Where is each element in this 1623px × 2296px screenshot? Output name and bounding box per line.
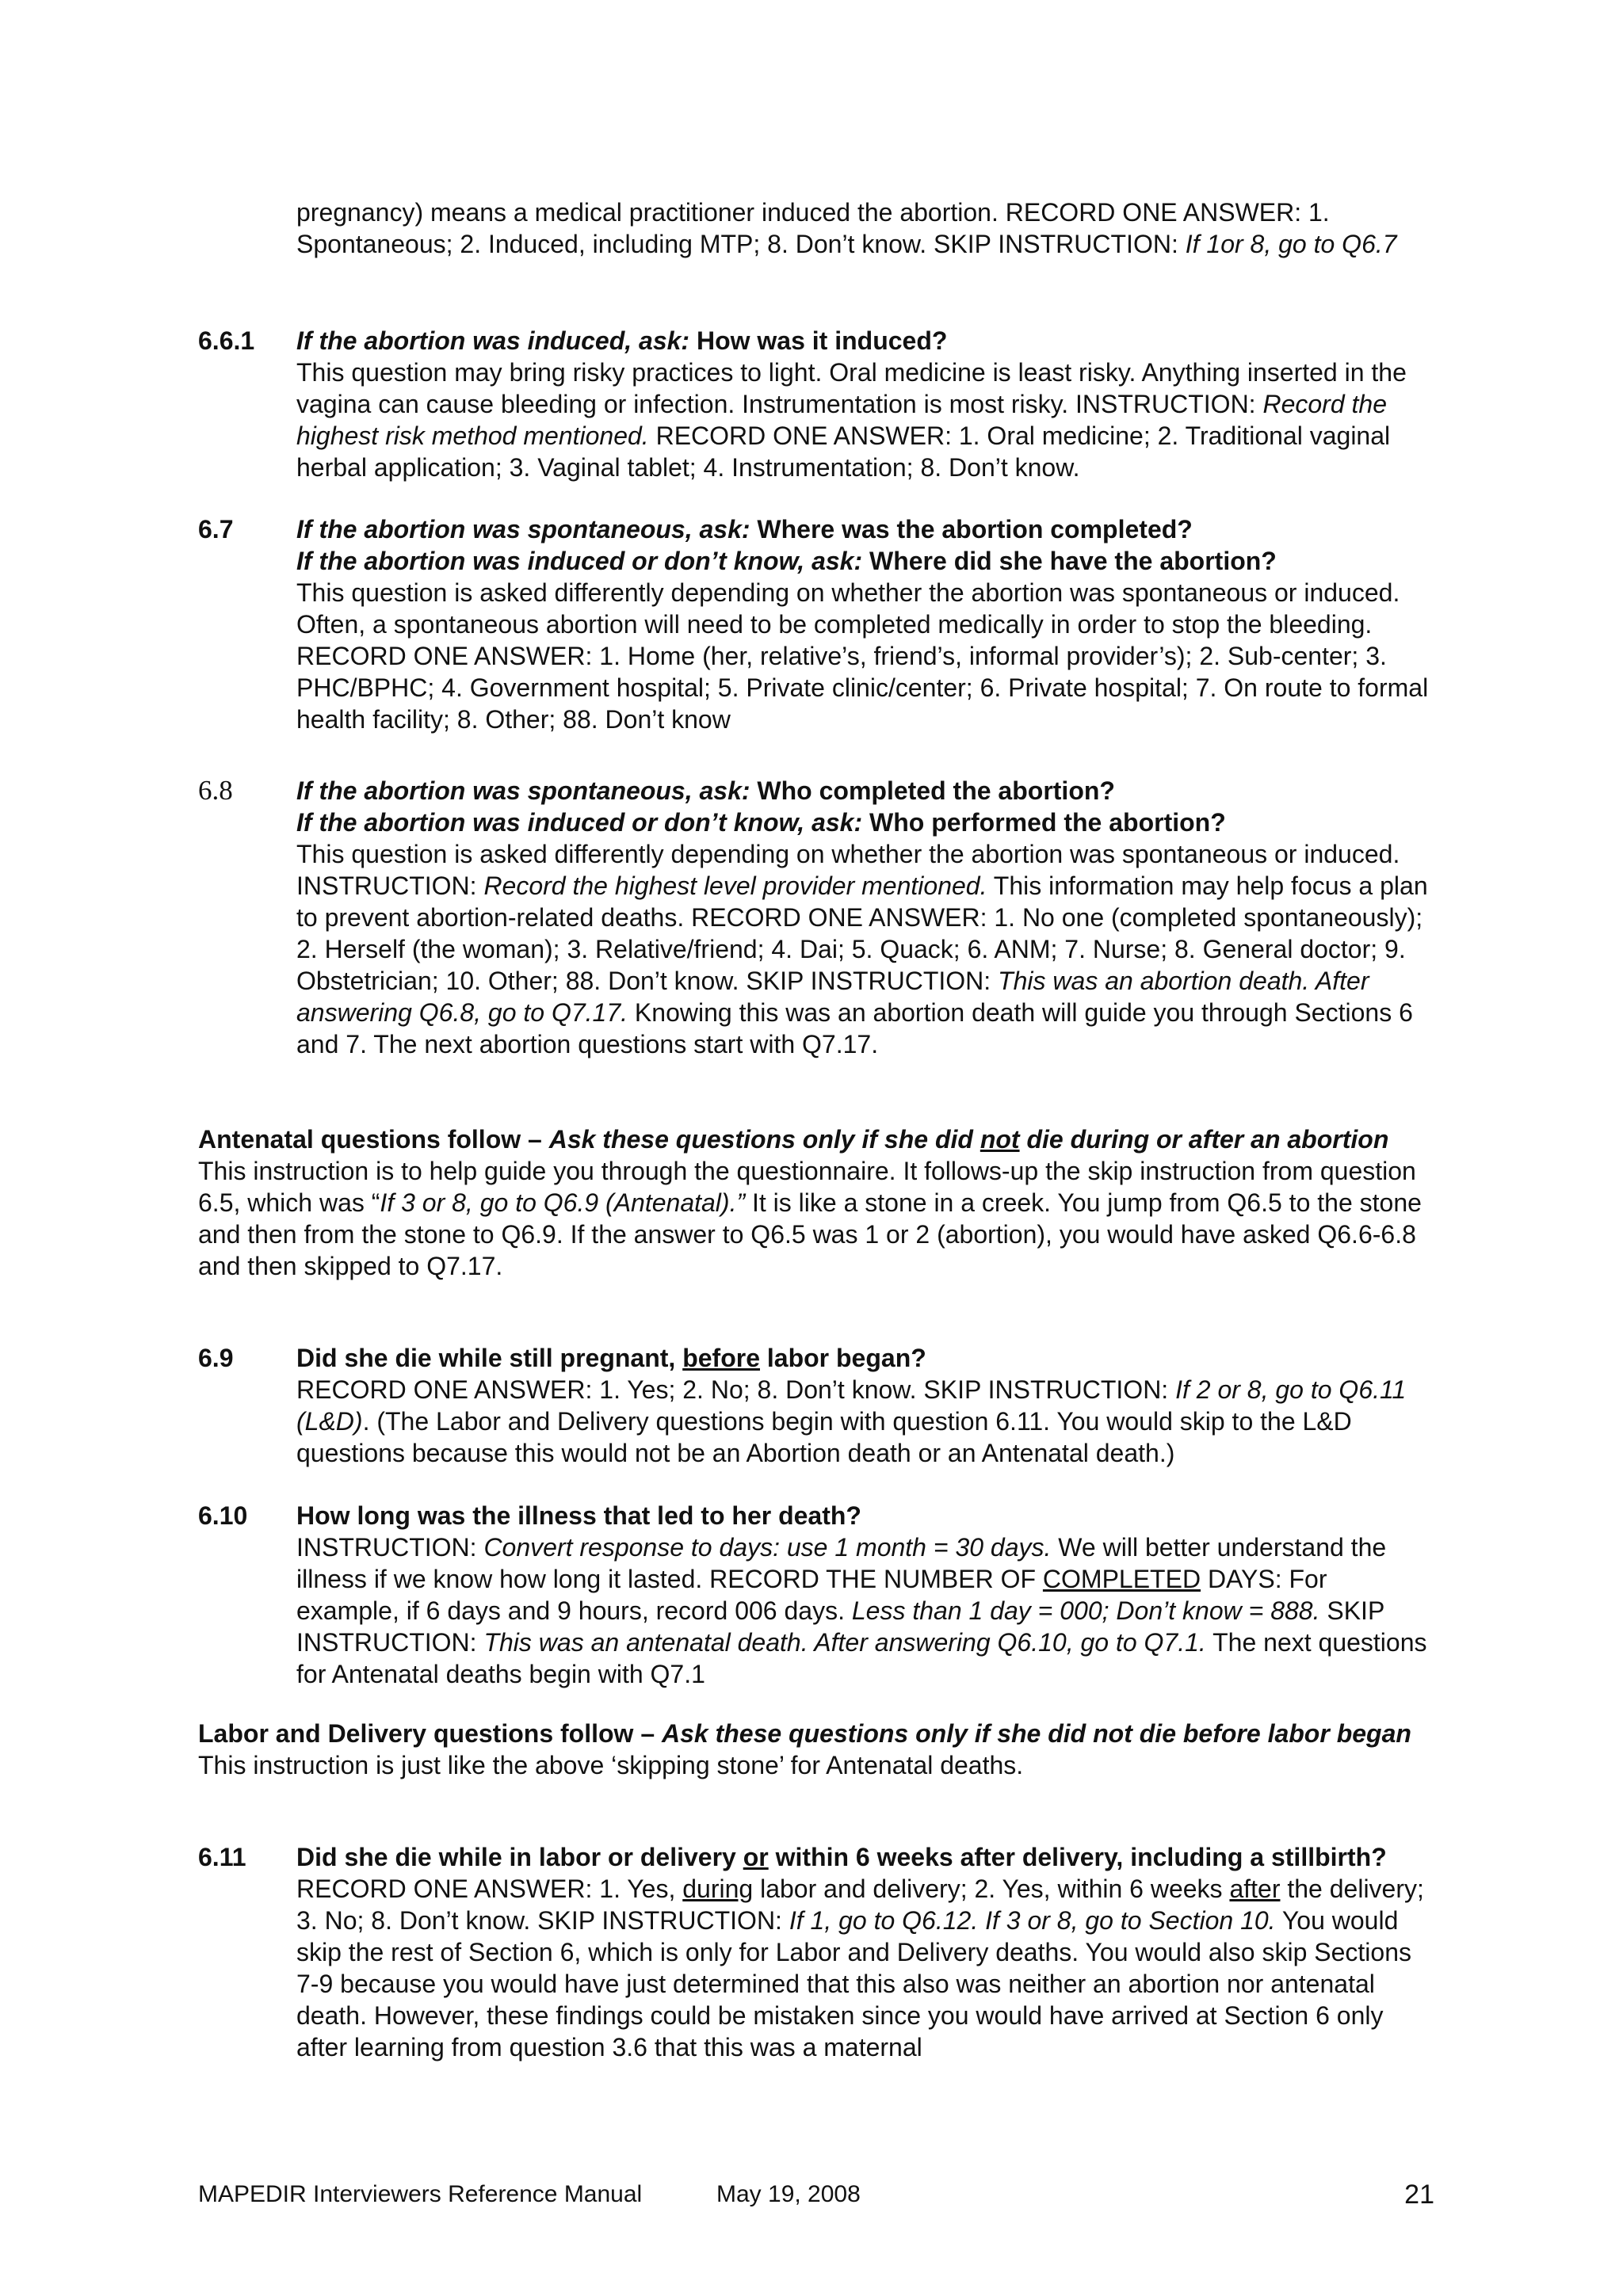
section-text: This instruction is to help guide you through the questionnaire. It follows-up the skip instruction from question 6.5, which was “ — [198, 1157, 1416, 1217]
question-condition: If the abortion was spontaneous, ask: — [296, 776, 750, 805]
question-text-alt: Where did she have the abortion? — [862, 547, 1277, 575]
question-number: 6.6.1 — [198, 326, 255, 355]
question-6-8 — [198, 775, 1434, 1060]
explanation-text: This question may bring risky practices to light. Oral medicine is least risky. Anything inserted in the vagina can cause bleeding or infection. Instrumentation is most risky. INSTRUCTION: — [296, 358, 1407, 418]
instruction-text: Convert response to days: use 1 month = 30 days. — [483, 1533, 1052, 1562]
question-body — [296, 1841, 1434, 2063]
question-condition: If the abortion was spontaneous, ask: — [296, 515, 750, 543]
intro-paragraph — [296, 196, 1430, 260]
coding-rule: Less than 1 day = 000; Don’t know = 888. — [851, 1596, 1320, 1625]
question-body — [296, 513, 1434, 735]
instruction-text: Record the highest risk method mentioned. — [296, 390, 1387, 450]
page-number: 21 — [1404, 2180, 1434, 2210]
skip-instruction: This was an antenatal death. After answering Q6.10, go to Q7.1. — [483, 1628, 1206, 1657]
question-body — [296, 1500, 1434, 1690]
emphasis-completed: COMPLETED — [1042, 1565, 1201, 1593]
question-condition-alt: If the abortion was induced or don’t know, ask: — [296, 547, 863, 575]
question-6-6-1 — [198, 325, 1434, 483]
example-text: DAYS: For example, if 6 days and 9 hours, record 006 days. — [296, 1565, 1327, 1625]
intro-skip-instruction: If 1or 8, go to Q6.7 — [1185, 230, 1397, 258]
section-text-2: It is like a stone in a creek. You jump from Q6.5 to the stone and then from the stone to Q6.9. If the answer to Q6.5 was 1 or 2 (abortion), you would have asked Q6.6-6.8 and then skipped to Q7.17. — [198, 1188, 1422, 1280]
question-number: 6.9 — [198, 1344, 234, 1372]
question-body — [296, 325, 1434, 483]
emphasis-or: or — [743, 1843, 769, 1871]
question-text: How long was the illness that led to her death? — [296, 1501, 861, 1530]
answer-options-3: the delivery; 3. No; 8. Don’t know. SKIP INSTRUCTION: — [296, 1875, 1424, 1935]
instruction-text: Record the highest level provider mentioned. — [483, 871, 987, 900]
question-number: 6.11 — [198, 1843, 246, 1871]
question-6-7 — [198, 513, 1434, 735]
question-6-10 — [198, 1500, 1434, 1690]
question-body — [296, 775, 1434, 1060]
question-text-alt: Who performed the abortion? — [862, 808, 1226, 837]
question-6-11 — [198, 1841, 1434, 2063]
footer-date: May 19, 2008 — [716, 2181, 861, 2207]
antenatal-section — [198, 1123, 1434, 1282]
question-number: 6.10 — [198, 1501, 248, 1530]
emphasis-after: after — [1229, 1875, 1281, 1903]
section-heading: Antenatal questions follow – — [198, 1125, 549, 1154]
answer-options: This information may help focus a plan to prevent abortion-related deaths. RECORD ONE ANSWER: 1. No one (completed spontaneously); 2. Herself (the woman); 3. Relative/friend; 4. Dai; 5. Quack; 6. ANM; 7. Nurse; 8. General doctor; 9. Obstetrician; 10. Other; 88. Don’t know. SKIP INSTRUCTION: — [296, 871, 1428, 995]
answer-options: RECORD ONE ANSWER: 1. Yes, — [296, 1875, 683, 1903]
section-heading-condition: Ask these questions only if she did not die before labor began — [662, 1719, 1411, 1748]
intro-text: pregnancy) means a medical practitioner induced the abortion. RECORD ONE ANSWER: 1. Spontaneous; 2. Induced, including MTP; 8. Don’t know. SKIP INSTRUCTION: — [296, 198, 1330, 258]
emphasis-during: during — [682, 1875, 754, 1903]
question-6-9 — [198, 1342, 1434, 1469]
question-text: Did she die while in labor or delivery — [296, 1843, 743, 1871]
section-text: This instruction is just like the above ‘skipping stone’ for Antenatal deaths. — [198, 1751, 1024, 1779]
question-body — [296, 1342, 1434, 1469]
question-number: 6.8 — [198, 775, 233, 806]
answer-options: RECORD ONE ANSWER: 1. Yes; 2. No; 8. Don’t know. SKIP INSTRUCTION: — [296, 1375, 1176, 1404]
question-text-end: labor began? — [759, 1344, 926, 1372]
question-condition-alt: If the abortion was induced or don’t know, ask: — [296, 808, 863, 837]
emphasis-not: not — [980, 1125, 1020, 1154]
explanation-text: You would skip the rest of Section 6, which is only for Labor and Delivery deaths. You would also skip Sections 7-9 because you would have just determined that this also was neither an abortion nor antenatal death. However, these findings could be mistaken since you would have arrived at Section 6 only after learning from question 3.6 that this was a maternal — [296, 1906, 1411, 2061]
answer-options: RECORD ONE ANSWER: 1. Oral medicine; 2. Traditional vaginal herbal application; 3. Vaginal tablet; 4. Instrumentation; 8. Don’t know. — [296, 421, 1391, 482]
skip-instruction: If 1, go to Q6.12. If 3 or 8, go to Section 10. — [789, 1906, 1276, 1935]
explanation-text: This question is asked differently depending on whether the abortion was spontaneous or induced. INSTRUCTION: — [296, 840, 1400, 900]
skip-label: SKIP INSTRUCTION: — [296, 1596, 1384, 1657]
explanation-text: This question is asked differently depending on whether the abortion was spontaneous or induced. Often, a spontaneous abortion will need to be completed medically in order to stop the bleeding. RECORD ONE ANSWER: 1. Home (her, relative’s, friend’s, informal provider’s); 2. Sub-center; 3. PHC/BPHC; 4. Government hospital; 5. Private clinic/center; 6. Private hospital; 7. On route to formal health facility; 8. Other; 88. Don’t know — [296, 578, 1429, 734]
question-condition: If the abortion was induced, ask: — [296, 326, 690, 355]
section-skip-quote: If 3 or 8, go to Q6.9 (Antenatal).” — [380, 1188, 746, 1217]
footer-title: MAPEDIR Interviewers Reference Manual — [198, 2181, 643, 2207]
question-text: Who completed the abortion? — [750, 776, 1115, 805]
question-text: Did she die while still pregnant, — [296, 1344, 683, 1372]
explanation-text: We will better understand the illness if we know how long it lasted. RECORD THE NUMBER OF — [296, 1533, 1387, 1593]
section-heading-condition-end: die during or after an abortion — [1019, 1125, 1389, 1154]
skip-instruction: This was an abortion death. After answering Q6.8, go to Q7.17. — [296, 967, 1369, 1027]
labor-delivery-section — [198, 1718, 1434, 1781]
question-number: 6.7 — [198, 515, 234, 543]
question-text-end: within 6 weeks after delivery, including a stillbirth? — [768, 1843, 1387, 1871]
skip-instruction: If 2 or 8, go to Q6.11 (L&D) — [296, 1375, 1407, 1436]
emphasis-before: before — [682, 1344, 760, 1372]
explanation-text-2: Knowing this was an abortion death will guide you through Sections 6 and 7. The next abortion questions start with Q7.17. — [296, 998, 1413, 1058]
explanation-text: . (The Labor and Delivery questions begin with question 6.11. You would skip to the L&D questions because this would not be an Abortion death or an Antenatal death.) — [296, 1407, 1352, 1467]
question-text: Where was the abortion completed? — [750, 515, 1193, 543]
question-text: How was it induced? — [689, 326, 948, 355]
section-heading: Labor and Delivery questions follow – — [198, 1719, 662, 1748]
section-heading-condition: Ask these questions only if she did — [548, 1125, 980, 1154]
answer-options-2: labor and delivery; 2. Yes, within 6 weeks — [753, 1875, 1230, 1903]
explanation-text-2: The next questions for Antenatal deaths begin with Q7.1 — [296, 1628, 1427, 1688]
instruction-label: INSTRUCTION: — [296, 1533, 484, 1562]
